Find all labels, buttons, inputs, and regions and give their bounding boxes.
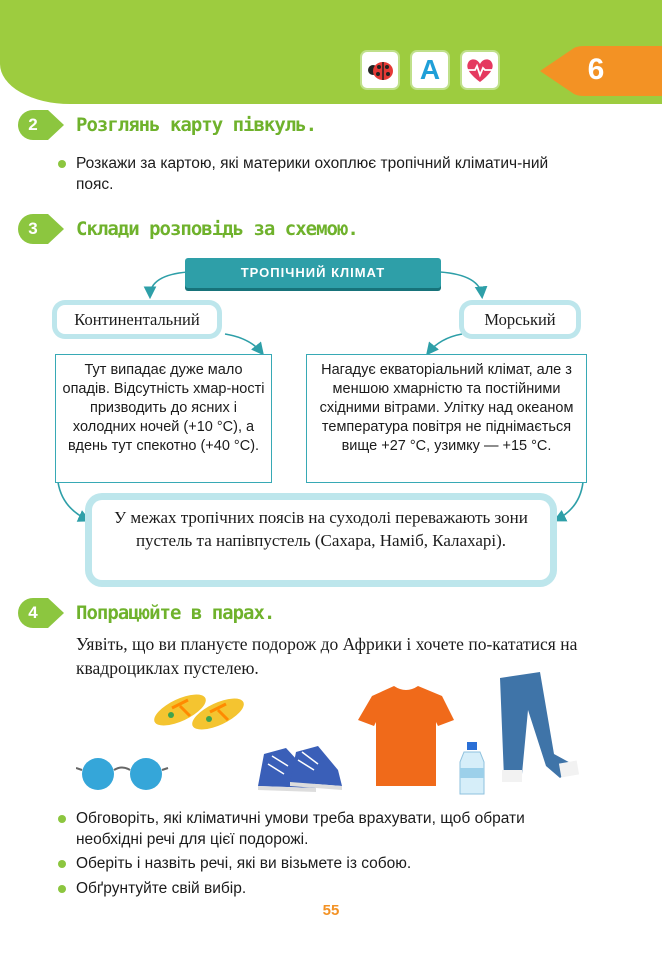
marine-description: Нагадує екваторіальний клімат, але з меншою хмарністю та постійними східними вітрами. Улітку над океаном температура повітря не піднімається вище +27 °C, узимку — +15 °C. (306, 354, 587, 483)
bullet-dot (58, 860, 66, 868)
continental-description: Тут випадає дуже мало опадів. Відсутність хмар-ності призводить до ясних і холодних ночей (+10 °C), а вдень тут спекотно (+40 °C). (55, 354, 272, 483)
sneakers-icon (258, 746, 342, 792)
task4-bullet-1: Обговоріть, які кліматичні умови треба врахувати, щоб обрати необхідні речі для цієї подорожі. (76, 810, 525, 848)
task-title: Розглянь карту півкуль. (76, 114, 317, 136)
chapter-number: 6 (587, 53, 605, 86)
task4-bullet-3: Обґрунтуйте свій вибір. (76, 880, 247, 897)
scheme-header: ТРОПІЧНИЙ КЛІМАТ (185, 258, 441, 288)
desert-zones-summary: У межах тропічних поясів на суходолі переважають зони пустель та напівпустель (Сахара, Наміб, Калахарі). (92, 500, 550, 580)
task4-intro: Уявіть, що ви плануєте подорож до Африки і хочете по-кататися на квадроциклах пустелею. (76, 634, 578, 678)
task-number: 3 (28, 219, 38, 238)
task4-bullet-2: Оберіть і назвіть речі, які ви візьмете із собою. (76, 855, 412, 872)
sunglasses-icon (76, 758, 168, 790)
task-title: Склади розповідь за схемою. (76, 218, 358, 240)
bullet-dot (58, 815, 66, 823)
marine-label: Морський (464, 305, 576, 334)
task-number: 2 (28, 115, 38, 134)
water-bottle-icon (460, 742, 484, 794)
page-number: 55 (322, 902, 340, 919)
task-number: 4 (28, 603, 38, 622)
task-title: Попрацюйте в парах. (76, 602, 275, 624)
jeans-icon (500, 672, 579, 782)
flip-flops-icon (150, 688, 248, 736)
task2-bullet-text: Розкажи за картою, які материки охоплює тропічний кліматич-ний пояс. (76, 155, 549, 193)
t-shirt-icon (358, 686, 454, 786)
travel-items-illustration (76, 670, 596, 800)
bullet-dot (58, 885, 66, 893)
continental-label: Континентальний (57, 305, 217, 334)
letter-a-glyph: A (419, 54, 441, 85)
